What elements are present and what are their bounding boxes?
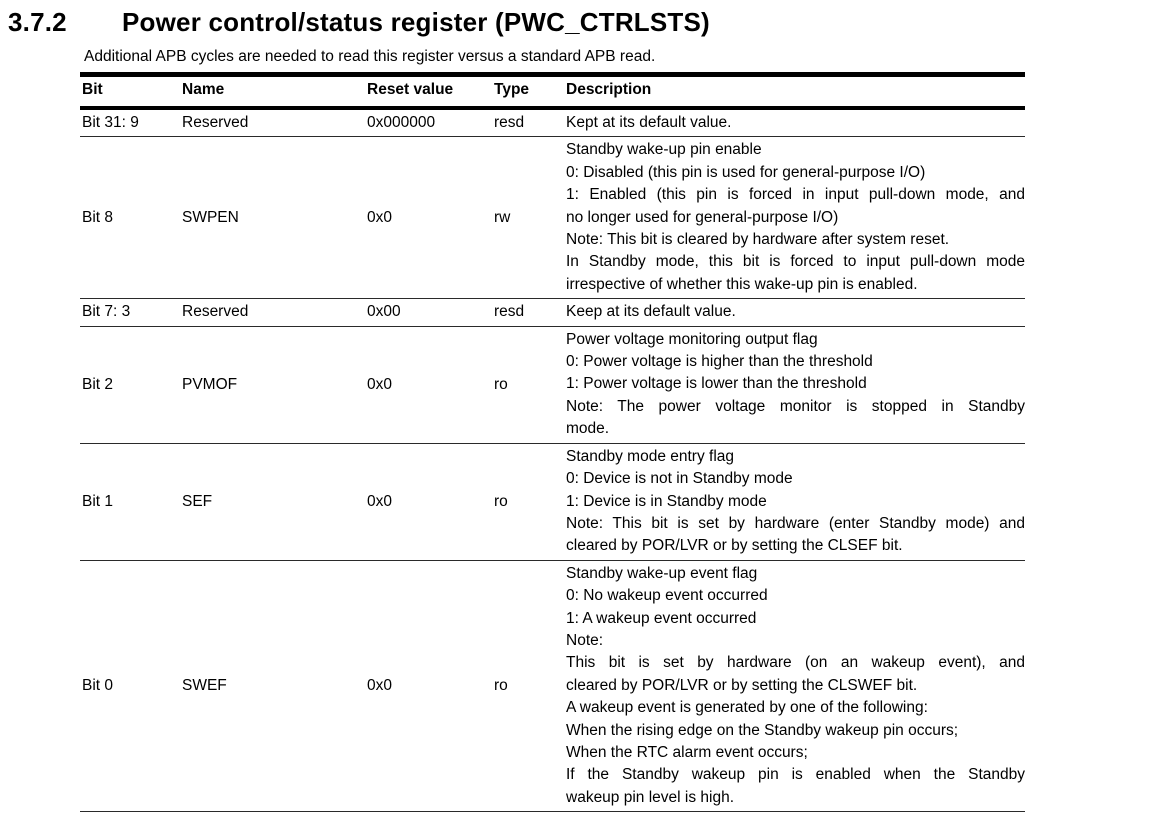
page-title: Power control/status register (PWC_CTRLSTS) bbox=[122, 7, 710, 37]
description-line: 0: No wakeup event occurred bbox=[566, 587, 768, 605]
table-row bbox=[80, 443, 1025, 560]
description-cell bbox=[564, 108, 1025, 137]
bit-cell: Bit 1 bbox=[82, 492, 114, 510]
table-row bbox=[80, 326, 1025, 443]
description-cell bbox=[564, 326, 1025, 443]
reset-cell: 0x0 bbox=[367, 375, 392, 393]
description-line: 0: Disabled (this pin is used for general-purpose I/O) bbox=[566, 163, 926, 181]
description-line: When the rising edge on the Standby wakeup pin occurs; bbox=[566, 721, 959, 739]
description-line: A wakeup event is generated by one of the following: bbox=[566, 699, 928, 717]
type-cell: rw bbox=[494, 208, 511, 226]
description-line: mode. bbox=[566, 420, 610, 438]
reset-cell: 0x0 bbox=[367, 676, 392, 694]
register-table bbox=[80, 72, 1025, 812]
register-table-body bbox=[80, 108, 1025, 812]
type-cell: resd bbox=[494, 303, 525, 321]
type-cell: ro bbox=[494, 375, 508, 393]
description-line: Note: The power voltage monitor is stopped in Standby bbox=[566, 397, 1025, 415]
name-cell: SWPEN bbox=[182, 208, 239, 226]
table-row bbox=[80, 137, 1025, 299]
description-line: Note: bbox=[566, 631, 604, 649]
description-cell bbox=[564, 443, 1025, 560]
reset-cell: 0x0 bbox=[367, 208, 392, 226]
description-line: This bit is set by hardware (on an wakeup event), and bbox=[566, 654, 1025, 672]
description-cell bbox=[564, 560, 1025, 811]
section-heading bbox=[0, 0, 1152, 38]
table-row bbox=[80, 108, 1025, 137]
description-line: 1: Enabled (this pin is forced in input pull-down mode, and bbox=[566, 186, 1025, 204]
description-line: 0: Power voltage is higher than the threshold bbox=[566, 353, 873, 371]
description-line: Standby wake-up pin enable bbox=[566, 141, 762, 159]
name-cell: Reserved bbox=[182, 114, 249, 132]
register-table-header bbox=[80, 75, 1025, 109]
bit-cell: Bit 2 bbox=[82, 375, 114, 393]
table-row bbox=[80, 560, 1025, 811]
description-line: no longer used for general-purpose I/O) bbox=[566, 208, 839, 226]
description-line: 1: Power voltage is lower than the threshold bbox=[566, 375, 867, 393]
column-header-bit: Bit bbox=[82, 81, 103, 98]
name-cell: Reserved bbox=[182, 303, 249, 321]
intro-text: Additional APB cycles are needed to read this register versus a standard APB read. bbox=[84, 48, 656, 65]
description-line: Keep at its default value. bbox=[566, 303, 736, 321]
table-row bbox=[80, 299, 1025, 326]
column-header-reset-value: Reset value bbox=[367, 81, 454, 98]
description-cell bbox=[564, 137, 1025, 299]
description-line: cleared by POR/LVR or by setting the CLSWEF bit. bbox=[566, 676, 918, 694]
column-header-description: Description bbox=[566, 81, 652, 98]
type-cell: ro bbox=[494, 492, 508, 510]
name-cell: SEF bbox=[182, 492, 213, 510]
description-line: Power voltage monitoring output flag bbox=[566, 330, 818, 348]
name-cell: SWEF bbox=[182, 676, 227, 694]
description-line: irrespective of whether this wake-up pin is enabled. bbox=[566, 275, 918, 293]
type-cell: resd bbox=[494, 114, 525, 132]
column-header-name: Name bbox=[182, 81, 225, 98]
description-line: Kept at its default value. bbox=[566, 114, 732, 131]
reset-cell: 0x000000 bbox=[367, 114, 436, 132]
description-line: In Standby mode, this bit is forced to input pull-down mode bbox=[566, 253, 1025, 271]
bit-cell: Bit 7: 3 bbox=[82, 303, 131, 321]
column-header-type: Type bbox=[494, 81, 530, 98]
register-table-wrap bbox=[80, 72, 1025, 812]
section-number: 3.7.2 bbox=[8, 7, 67, 37]
reset-cell: 0x00 bbox=[367, 303, 401, 321]
description-line: Standby mode entry flag bbox=[566, 447, 735, 465]
description-line: Note: This bit is cleared by hardware after system reset. bbox=[566, 231, 950, 249]
description-line: cleared by POR/LVR or by setting the CLSEF bit. bbox=[566, 537, 903, 555]
bit-cell: Bit 0 bbox=[82, 676, 114, 694]
description-line: When the RTC alarm event occurs; bbox=[566, 743, 808, 761]
header-row bbox=[80, 75, 1025, 109]
bit-cell: Bit 8 bbox=[82, 208, 114, 226]
description-line: If the Standby wakeup pin is enabled when the Standby bbox=[566, 766, 1025, 784]
reset-cell: 0x0 bbox=[367, 492, 392, 510]
description-line: Standby wake-up event flag bbox=[566, 564, 758, 582]
description-line: 0: Device is not in Standby mode bbox=[566, 470, 793, 488]
description-line: wakeup pin level is high. bbox=[566, 788, 735, 806]
bit-cell: Bit 31: 9 bbox=[82, 114, 139, 132]
type-cell: ro bbox=[494, 676, 508, 694]
name-cell: PVMOF bbox=[182, 375, 238, 393]
description-cell bbox=[564, 299, 1025, 326]
description-line: Note: This bit is set by hardware (enter Standby mode) and bbox=[566, 514, 1025, 532]
description-line: 1: Device is in Standby mode bbox=[566, 492, 767, 510]
description-line: 1: A wakeup event occurred bbox=[566, 609, 757, 627]
